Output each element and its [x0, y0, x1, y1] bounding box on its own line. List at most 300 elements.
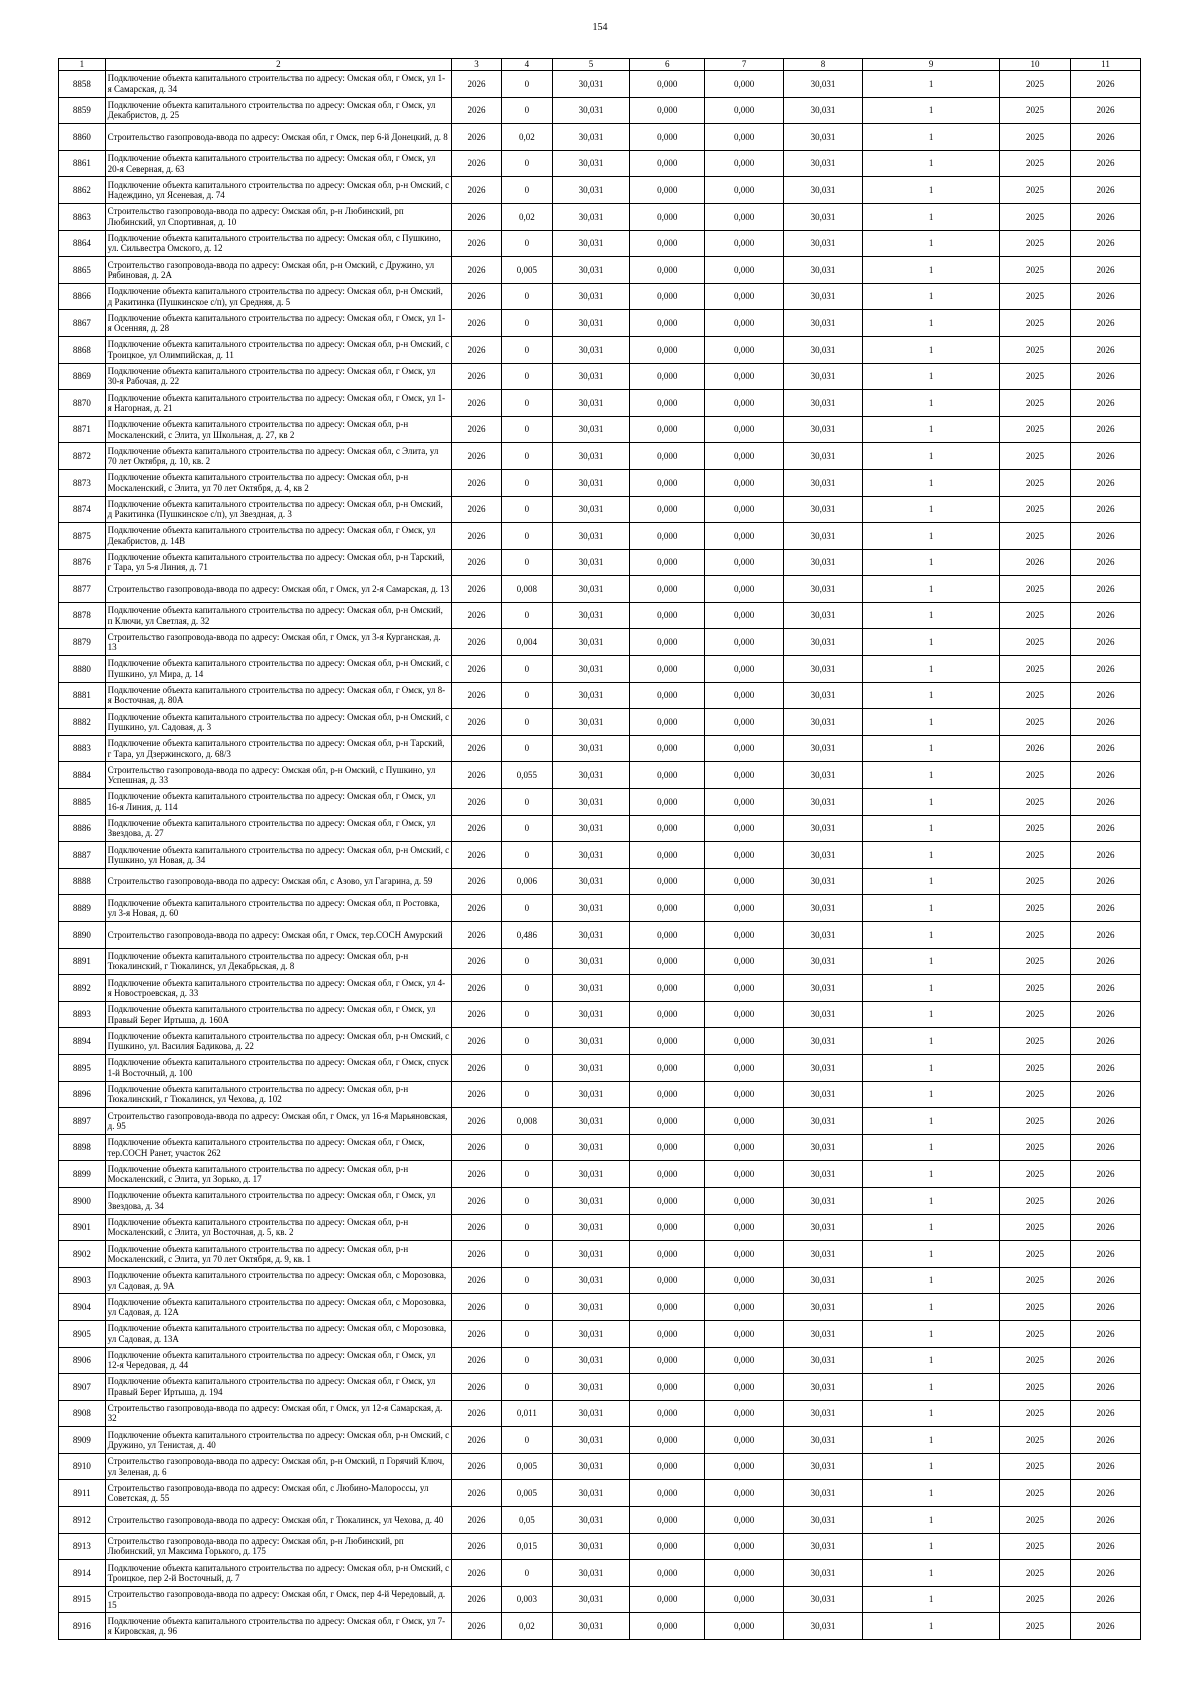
col-8-value: 30,031 [783, 602, 862, 629]
col-8-value: 30,031 [783, 576, 862, 603]
col-5-value: 30,031 [552, 1214, 629, 1241]
col-9-value: 1 [863, 842, 1000, 869]
row-number: 8912 [59, 1507, 106, 1534]
col-6-value: 0,000 [630, 390, 705, 417]
col-9-value: 1 [863, 922, 1000, 949]
col-11-value: 2026 [1070, 283, 1140, 310]
row-number: 8868 [59, 336, 106, 363]
col-10-value: 2025 [999, 336, 1070, 363]
object-description: Строительство газопровода-ввода по адресу: Омская обл, с Любино-Малороссы, ул Советская, д. 55 [105, 1480, 452, 1507]
col-6-value: 0,000 [630, 1374, 705, 1401]
col-11-value: 2026 [1070, 948, 1140, 975]
col-10-value: 2025 [999, 1108, 1070, 1135]
col-10-value: 2025 [999, 469, 1070, 496]
row-number: 8874 [59, 496, 106, 523]
object-description: Подключение объекта капитального строительства по адресу: Омская обл, р-н Омский, с Пушкино, ул Мира, д. 14 [105, 656, 452, 683]
table-row [59, 1347, 1141, 1374]
object-description: Подключение объекта капитального строительства по адресу: Омская обл, р-н Омский, с Пушкино, ул. Василия Бадикова, д. 22 [105, 1028, 452, 1055]
col-4-value: 0 [501, 895, 552, 922]
col-6-value: 0,000 [630, 257, 705, 284]
row-number: 8910 [59, 1453, 106, 1480]
row-number: 8875 [59, 523, 106, 550]
object-description: Строительство газопровода-ввода по адресу: Омская обл, г Омск, ул 2-я Самарская, д. 13 [105, 576, 452, 603]
col-5-value: 30,031 [552, 1241, 629, 1268]
col-9-value: 1 [863, 390, 1000, 417]
col-5-value: 30,031 [552, 1108, 629, 1135]
col-9-value: 1 [863, 948, 1000, 975]
col-10-value: 2025 [999, 1028, 1070, 1055]
object-description: Подключение объекта капитального строительства по адресу: Омская обл, г Омск, спуск 1-й Восточный, д. 100 [105, 1054, 452, 1081]
object-description: Подключение объекта капитального строительства по адресу: Омская обл, г Омск, ул 8-я Восточная, д. 80А [105, 682, 452, 709]
col-7-value: 0,000 [705, 71, 783, 98]
col-4-value: 0,006 [501, 868, 552, 895]
col-8-value: 30,031 [783, 124, 862, 151]
col-7-value: 0,000 [705, 150, 783, 177]
object-description: Строительство газопровода-ввода по адресу: Омская обл, г Омск, пер 4-й Чередовый, д. 15 [105, 1586, 452, 1613]
col-3-value: 2026 [452, 842, 502, 869]
col-6-value: 0,000 [630, 1294, 705, 1321]
col-5-value: 30,031 [552, 97, 629, 124]
col-7-value: 0,000 [705, 762, 783, 789]
object-description: Подключение объекта капитального строительства по адресу: Омская обл, г Омск, ул Правый Берег Иртыша, д. 160А [105, 1001, 452, 1028]
row-number: 8906 [59, 1347, 106, 1374]
col-8-value: 30,031 [783, 1241, 862, 1268]
row-number: 8899 [59, 1161, 106, 1188]
col-6-value: 0,000 [630, 177, 705, 204]
row-number: 8892 [59, 975, 106, 1002]
col-5-value: 30,031 [552, 576, 629, 603]
col-11-value: 2026 [1070, 1586, 1140, 1613]
table-row [59, 576, 1141, 603]
object-description: Подключение объекта капитального строительства по адресу: Омская обл, г Омск, тер.СОСН Ранет, участок 262 [105, 1134, 452, 1161]
col-9-value: 1 [863, 1187, 1000, 1214]
col-9-value: 1 [863, 1134, 1000, 1161]
table-row [59, 390, 1141, 417]
col-11-value: 2026 [1070, 1533, 1140, 1560]
object-description: Строительство газопровода-ввода по адресу: Омская обл, с Азово, ул Гагарина, д. 59 [105, 868, 452, 895]
col-4-value: 0 [501, 1294, 552, 1321]
col-10-value: 2025 [999, 682, 1070, 709]
table-row [59, 709, 1141, 736]
col-11-value: 2026 [1070, 1108, 1140, 1135]
col-6-value: 0,000 [630, 1187, 705, 1214]
col-11-value: 2026 [1070, 443, 1140, 470]
col-3-value: 2026 [452, 1586, 502, 1613]
col-9-value: 1 [863, 1161, 1000, 1188]
col-7-value: 0,000 [705, 1108, 783, 1135]
col-11-value: 2026 [1070, 257, 1140, 284]
row-number: 8893 [59, 1001, 106, 1028]
col-9-value: 1 [863, 868, 1000, 895]
col-4-value: 0 [501, 1320, 552, 1347]
col-4-value: 0 [501, 842, 552, 869]
table-row [59, 257, 1141, 284]
object-description: Подключение объекта капитального строительства по адресу: Омская обл, р-н Тарский, г Тара, ул Дзержинского, д. 68/3 [105, 735, 452, 762]
col-9-value: 1 [863, 1480, 1000, 1507]
object-description: Строительство газопровода-ввода по адресу: Омская обл, г Омск, ул 3-я Курганская, д. 13 [105, 629, 452, 656]
col-9-value: 1 [863, 469, 1000, 496]
row-number: 8860 [59, 124, 106, 151]
col-6-value: 0,000 [630, 1028, 705, 1055]
object-description: Подключение объекта капитального строительства по адресу: Омская обл, г Омск, ул 4-я Новостроевская, д. 33 [105, 975, 452, 1002]
col-8-value: 30,031 [783, 1586, 862, 1613]
col-8-value: 30,031 [783, 1054, 862, 1081]
col-5-value: 30,031 [552, 868, 629, 895]
object-description: Подключение объекта капитального строительства по адресу: Омская обл, г Омск, ул 30-я Рабочая, д. 22 [105, 363, 452, 390]
row-number: 8884 [59, 762, 106, 789]
col-11-value: 2026 [1070, 336, 1140, 363]
col-7-value: 0,000 [705, 230, 783, 257]
col-4-value: 0 [501, 1187, 552, 1214]
table-row [59, 895, 1141, 922]
col-8-value: 30,031 [783, 735, 862, 762]
col-5-value: 30,031 [552, 1586, 629, 1613]
col-11-value: 2026 [1070, 203, 1140, 230]
column-header: 8 [783, 59, 862, 71]
table-row [59, 789, 1141, 816]
col-4-value: 0 [501, 97, 552, 124]
col-9-value: 1 [863, 682, 1000, 709]
col-10-value: 2025 [999, 895, 1070, 922]
col-11-value: 2026 [1070, 124, 1140, 151]
col-9-value: 1 [863, 975, 1000, 1002]
col-3-value: 2026 [452, 310, 502, 337]
col-6-value: 0,000 [630, 602, 705, 629]
col-9-value: 1 [863, 1214, 1000, 1241]
col-4-value: 0 [501, 1427, 552, 1454]
col-9-value: 1 [863, 629, 1000, 656]
object-description: Подключение объекта капитального строительства по адресу: Омская обл, р-н Тюкалинский, г Тюкалинск, ул Чехова, д. 102 [105, 1081, 452, 1108]
col-4-value: 0 [501, 443, 552, 470]
col-10-value: 2025 [999, 1586, 1070, 1613]
col-7-value: 0,000 [705, 523, 783, 550]
col-9-value: 1 [863, 97, 1000, 124]
col-3-value: 2026 [452, 1453, 502, 1480]
col-4-value: 0,02 [501, 124, 552, 151]
col-11-value: 2026 [1070, 682, 1140, 709]
col-10-value: 2025 [999, 1347, 1070, 1374]
col-5-value: 30,031 [552, 1187, 629, 1214]
col-5-value: 30,031 [552, 1267, 629, 1294]
row-number: 8870 [59, 390, 106, 417]
table-row [59, 496, 1141, 523]
col-6-value: 0,000 [630, 1480, 705, 1507]
col-11-value: 2026 [1070, 1507, 1140, 1534]
col-5-value: 30,031 [552, 443, 629, 470]
object-description: Подключение объекта капитального строительства по адресу: Омская обл, с Морозовка, ул Садовая, д. 9А [105, 1267, 452, 1294]
table-row [59, 71, 1141, 98]
col-7-value: 0,000 [705, 815, 783, 842]
table-row [59, 124, 1141, 151]
col-6-value: 0,000 [630, 1320, 705, 1347]
col-7-value: 0,000 [705, 1267, 783, 1294]
col-7-value: 0,000 [705, 576, 783, 603]
col-6-value: 0,000 [630, 576, 705, 603]
row-number: 8862 [59, 177, 106, 204]
col-6-value: 0,000 [630, 1161, 705, 1188]
col-10-value: 2025 [999, 283, 1070, 310]
col-5-value: 30,031 [552, 1320, 629, 1347]
col-5-value: 30,031 [552, 496, 629, 523]
col-11-value: 2026 [1070, 1134, 1140, 1161]
col-7-value: 0,000 [705, 1134, 783, 1161]
col-4-value: 0 [501, 1028, 552, 1055]
object-description: Подключение объекта капитального строительства по адресу: Омская обл, р-н Омский, с Троицкое, пер 2-й Восточный, д. 7 [105, 1560, 452, 1587]
col-3-value: 2026 [452, 602, 502, 629]
col-8-value: 30,031 [783, 709, 862, 736]
col-6-value: 0,000 [630, 1214, 705, 1241]
col-4-value: 0 [501, 310, 552, 337]
object-description: Подключение объекта капитального строительства по адресу: Омская обл, р-н Омский, д Ракитинка (Пушкинское с/п), ул Средняя, д. 5 [105, 283, 452, 310]
column-header: 3 [452, 59, 502, 71]
row-number: 8891 [59, 948, 106, 975]
col-7-value: 0,000 [705, 948, 783, 975]
col-4-value: 0 [501, 150, 552, 177]
col-7-value: 0,000 [705, 124, 783, 151]
table-row [59, 1214, 1141, 1241]
col-11-value: 2026 [1070, 1613, 1140, 1640]
col-5-value: 30,031 [552, 682, 629, 709]
row-number: 8904 [59, 1294, 106, 1321]
col-7-value: 0,000 [705, 336, 783, 363]
col-7-value: 0,000 [705, 922, 783, 949]
col-9-value: 1 [863, 1108, 1000, 1135]
col-9-value: 1 [863, 895, 1000, 922]
col-6-value: 0,000 [630, 1108, 705, 1135]
col-3-value: 2026 [452, 1241, 502, 1268]
col-5-value: 30,031 [552, 1453, 629, 1480]
col-10-value: 2025 [999, 523, 1070, 550]
col-8-value: 30,031 [783, 496, 862, 523]
object-description: Подключение объекта капитального строительства по адресу: Омская обл, г Омск, ул Декабристов, д. 25 [105, 97, 452, 124]
col-5-value: 30,031 [552, 1347, 629, 1374]
col-8-value: 30,031 [783, 1480, 862, 1507]
col-8-value: 30,031 [783, 656, 862, 683]
col-10-value: 2025 [999, 1134, 1070, 1161]
col-11-value: 2026 [1070, 523, 1140, 550]
col-5-value: 30,031 [552, 1480, 629, 1507]
table-row [59, 1320, 1141, 1347]
col-7-value: 0,000 [705, 1586, 783, 1613]
col-3-value: 2026 [452, 1320, 502, 1347]
table-row [59, 177, 1141, 204]
col-10-value: 2025 [999, 1374, 1070, 1401]
col-11-value: 2026 [1070, 150, 1140, 177]
table-row [59, 1560, 1141, 1587]
col-8-value: 30,031 [783, 842, 862, 869]
col-6-value: 0,000 [630, 895, 705, 922]
col-6-value: 0,000 [630, 975, 705, 1002]
row-number: 8890 [59, 922, 106, 949]
col-5-value: 30,031 [552, 789, 629, 816]
col-9-value: 1 [863, 1374, 1000, 1401]
col-4-value: 0 [501, 496, 552, 523]
table-row [59, 523, 1141, 550]
col-3-value: 2026 [452, 1400, 502, 1427]
row-number: 8864 [59, 230, 106, 257]
col-3-value: 2026 [452, 975, 502, 1002]
col-11-value: 2026 [1070, 97, 1140, 124]
col-3-value: 2026 [452, 709, 502, 736]
col-10-value: 2025 [999, 629, 1070, 656]
col-3-value: 2026 [452, 1374, 502, 1401]
column-header: 9 [863, 59, 1000, 71]
col-3-value: 2026 [452, 124, 502, 151]
table-row [59, 1427, 1141, 1454]
col-11-value: 2026 [1070, 1347, 1140, 1374]
column-header: 10 [999, 59, 1070, 71]
col-11-value: 2026 [1070, 1081, 1140, 1108]
column-header: 2 [105, 59, 452, 71]
col-7-value: 0,000 [705, 257, 783, 284]
row-number: 8907 [59, 1374, 106, 1401]
col-6-value: 0,000 [630, 469, 705, 496]
col-10-value: 2025 [999, 602, 1070, 629]
object-description: Подключение объекта капитального строительства по адресу: Омская обл, г Омск, ул 12-я Чередовая, д. 44 [105, 1347, 452, 1374]
col-9-value: 1 [863, 1081, 1000, 1108]
col-7-value: 0,000 [705, 1453, 783, 1480]
row-number: 8902 [59, 1241, 106, 1268]
column-header: 7 [705, 59, 783, 71]
col-8-value: 30,031 [783, 895, 862, 922]
col-9-value: 1 [863, 735, 1000, 762]
table-row [59, 629, 1141, 656]
col-8-value: 30,031 [783, 1374, 862, 1401]
object-description: Подключение объекта капитального строительства по адресу: Омская обл, с Морозовка, ул Садовая, д. 13А [105, 1320, 452, 1347]
col-10-value: 2025 [999, 922, 1070, 949]
col-7-value: 0,000 [705, 1054, 783, 1081]
col-8-value: 30,031 [783, 1267, 862, 1294]
col-7-value: 0,000 [705, 177, 783, 204]
col-4-value: 0,015 [501, 1533, 552, 1560]
object-description: Подключение объекта капитального строительства по адресу: Омская обл, п Ростовка, ул 3-я Новая, д. 60 [105, 895, 452, 922]
col-9-value: 1 [863, 1586, 1000, 1613]
col-3-value: 2026 [452, 1480, 502, 1507]
col-9-value: 1 [863, 1347, 1000, 1374]
col-9-value: 1 [863, 71, 1000, 98]
col-9-value: 1 [863, 203, 1000, 230]
col-5-value: 30,031 [552, 1560, 629, 1587]
col-6-value: 0,000 [630, 1347, 705, 1374]
col-4-value: 0 [501, 682, 552, 709]
col-7-value: 0,000 [705, 469, 783, 496]
col-11-value: 2026 [1070, 576, 1140, 603]
col-11-value: 2026 [1070, 868, 1140, 895]
col-7-value: 0,000 [705, 868, 783, 895]
col-7-value: 0,000 [705, 1507, 783, 1534]
row-number: 8867 [59, 310, 106, 337]
col-7-value: 0,000 [705, 656, 783, 683]
col-3-value: 2026 [452, 1507, 502, 1534]
object-description: Строительство газопровода-ввода по адресу: Омская обл, р-н Омский, п Горячий Ключ, ул Зеленая, д. 6 [105, 1453, 452, 1480]
col-6-value: 0,000 [630, 1427, 705, 1454]
col-3-value: 2026 [452, 496, 502, 523]
col-3-value: 2026 [452, 523, 502, 550]
table-row [59, 443, 1141, 470]
col-4-value: 0 [501, 336, 552, 363]
col-9-value: 1 [863, 1241, 1000, 1268]
col-11-value: 2026 [1070, 177, 1140, 204]
col-5-value: 30,031 [552, 735, 629, 762]
col-6-value: 0,000 [630, 1613, 705, 1640]
col-5-value: 30,031 [552, 283, 629, 310]
col-6-value: 0,000 [630, 1453, 705, 1480]
col-5-value: 30,031 [552, 975, 629, 1002]
col-5-value: 30,031 [552, 363, 629, 390]
row-number: 8880 [59, 656, 106, 683]
table-row [59, 1134, 1141, 1161]
col-4-value: 0 [501, 390, 552, 417]
col-3-value: 2026 [452, 443, 502, 470]
col-9-value: 1 [863, 310, 1000, 337]
column-header: 5 [552, 59, 629, 71]
table-row [59, 469, 1141, 496]
col-8-value: 30,031 [783, 390, 862, 417]
object-description: Подключение объекта капитального строительства по адресу: Омская обл, р-н Москаленский, с Элита, ул 70 лет Октября, д. 4, кв 2 [105, 469, 452, 496]
col-5-value: 30,031 [552, 124, 629, 151]
col-7-value: 0,000 [705, 416, 783, 443]
col-11-value: 2026 [1070, 1294, 1140, 1321]
col-5-value: 30,031 [552, 1001, 629, 1028]
col-10-value: 2025 [999, 1054, 1070, 1081]
col-6-value: 0,000 [630, 1560, 705, 1587]
col-11-value: 2026 [1070, 496, 1140, 523]
table-row [59, 762, 1141, 789]
col-10-value: 2025 [999, 150, 1070, 177]
row-number: 8888 [59, 868, 106, 895]
col-10-value: 2025 [999, 1081, 1070, 1108]
col-4-value: 0 [501, 230, 552, 257]
row-number: 8889 [59, 895, 106, 922]
table-row [59, 1586, 1141, 1613]
col-9-value: 1 [863, 656, 1000, 683]
col-10-value: 2025 [999, 1453, 1070, 1480]
col-9-value: 1 [863, 815, 1000, 842]
header-row [59, 59, 1141, 71]
col-4-value: 0 [501, 1214, 552, 1241]
col-10-value: 2025 [999, 1427, 1070, 1454]
col-9-value: 1 [863, 1054, 1000, 1081]
row-number: 8886 [59, 815, 106, 842]
object-description: Строительство газопровода-ввода по адресу: Омская обл, р-н Любинский, рп Любинский, ул Максима Горького, д. 175 [105, 1533, 452, 1560]
object-description: Подключение объекта капитального строительства по адресу: Омская обл, р-н Омский, с Троицкое, ул Олимпийская, д. 11 [105, 336, 452, 363]
col-7-value: 0,000 [705, 1480, 783, 1507]
col-4-value: 0,005 [501, 1453, 552, 1480]
col-3-value: 2026 [452, 283, 502, 310]
col-7-value: 0,000 [705, 629, 783, 656]
col-11-value: 2026 [1070, 789, 1140, 816]
col-8-value: 30,031 [783, 629, 862, 656]
col-4-value: 0 [501, 283, 552, 310]
col-5-value: 30,031 [552, 762, 629, 789]
col-9-value: 1 [863, 283, 1000, 310]
object-description: Строительство газопровода-ввода по адресу: Омская обл, г Омск, тер.СОСН Амурский [105, 922, 452, 949]
col-10-value: 2025 [999, 815, 1070, 842]
col-10-value: 2025 [999, 975, 1070, 1002]
table-row [59, 1081, 1141, 1108]
table-row [59, 1453, 1141, 1480]
col-4-value: 0,004 [501, 629, 552, 656]
col-8-value: 30,031 [783, 416, 862, 443]
row-number: 8873 [59, 469, 106, 496]
col-3-value: 2026 [452, 1267, 502, 1294]
col-5-value: 30,031 [552, 336, 629, 363]
col-7-value: 0,000 [705, 1081, 783, 1108]
col-3-value: 2026 [452, 815, 502, 842]
row-number: 8882 [59, 709, 106, 736]
col-8-value: 30,031 [783, 549, 862, 576]
col-5-value: 30,031 [552, 523, 629, 550]
